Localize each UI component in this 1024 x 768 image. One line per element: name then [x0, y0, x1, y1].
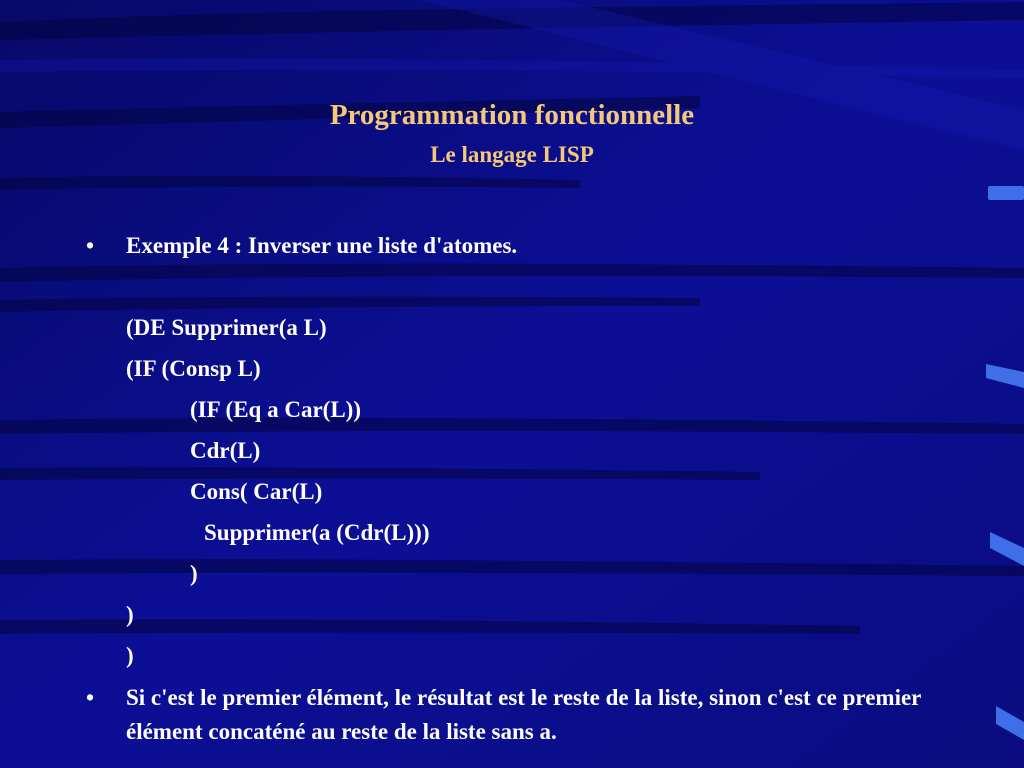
code-line: Cons( Car(L)	[190, 479, 323, 504]
code-line: Supprimer(a (Cdr(L)))	[204, 520, 430, 545]
slide-title: Programmation fonctionnelle	[329, 99, 695, 131]
bullet-example-heading: Exemple 4 : Inverser une liste d'atomes.	[126, 233, 518, 258]
code-line: Cdr(L)	[190, 438, 261, 463]
code-line: )	[126, 602, 134, 627]
bullet-explanation: Si c'est le premier élément, le résultat est le reste de la liste, sinon c'est ce premier élément concaténé au reste de la liste sans a.	[126, 685, 921, 744]
code-line: )	[190, 561, 198, 586]
code-line: (IF (Eq a Car(L))	[190, 397, 361, 422]
bullet-marker: •	[86, 233, 95, 258]
code-line: )	[126, 643, 134, 668]
slide-subtitle: Le langage LISP	[430, 142, 594, 167]
code-line: (DE Supprimer(a L)	[126, 315, 327, 340]
bullet-marker: •	[86, 685, 95, 710]
code-line: (IF (Consp L)	[126, 356, 261, 381]
